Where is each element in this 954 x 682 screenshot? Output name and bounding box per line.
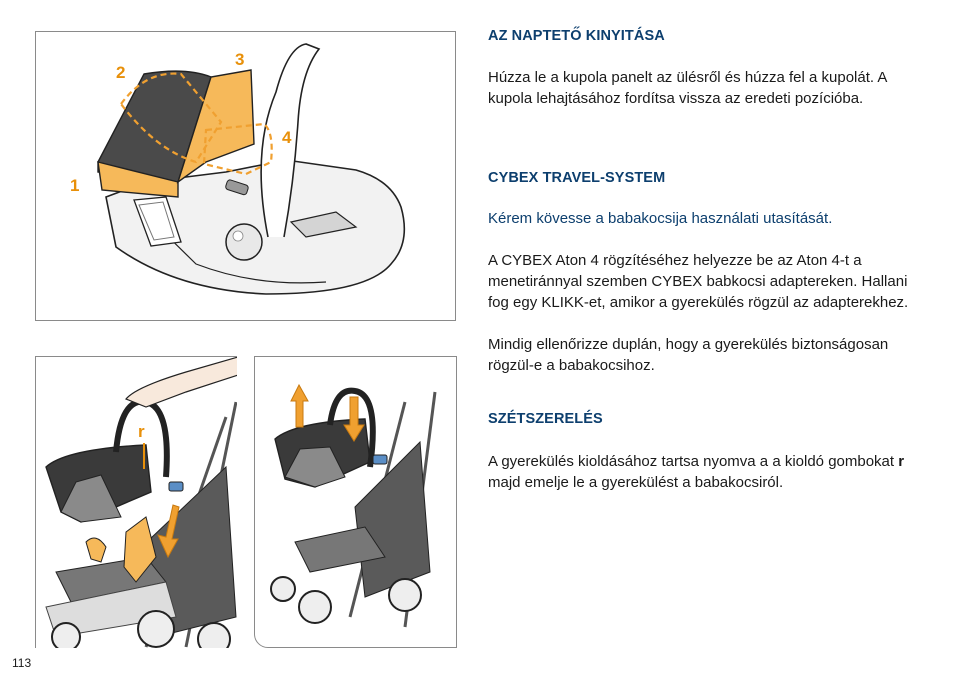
travel-system-note: Kérem kövesse a babakocsija használati utasítását.: [488, 210, 833, 227]
release-illustration: [35, 356, 237, 648]
canopy-drawing: [36, 32, 456, 321]
heading-canopy: AZ NAPTETŐ KINYITÁSA: [488, 28, 665, 44]
heading-disassembly: SZÉTSZERELÉS: [488, 411, 603, 427]
release-key-r: r: [898, 453, 905, 470]
fig1-label-3: 3: [235, 50, 245, 69]
travel-system-body-2: Mindig ellenőrizze duplán, hogy a gyerekülés biztonságosan rögzül-e a babakocsihoz.: [488, 336, 889, 374]
fig1-label-1: 1: [70, 176, 80, 195]
fig1-label-2: 2: [116, 63, 126, 82]
lift-drawing: [255, 357, 457, 648]
page-number: 113: [12, 656, 32, 670]
travel-system-body-1: A CYBEX Aton 4 rögzítéséhez helyezze be az Aton 4-t a menetiránnyal szemben CYBEX babkocsi adaptereken. Hallani fog egy KLIKK-et, amikor a gyerekülés rögzül az adapterekhez.: [488, 252, 909, 311]
canopy-body: Húzza le a kupola panelt az ülésről és húzza fel a kupolát. A kupola lehajtásához fordítsa vissza az eredeti pozícióba.: [488, 69, 887, 107]
release-drawing: [36, 357, 237, 648]
heading-travel-system: CYBEX TRAVEL-SYSTEM: [488, 170, 666, 186]
fig1-label-4: 4: [282, 128, 292, 147]
disassembly-body: [488, 451, 928, 493]
fig2-label-r: r: [138, 422, 145, 441]
canopy-illustration: [35, 31, 456, 321]
disassembly-text-after: majd emelje le a gyerekülést a babakocsiról.: [488, 474, 784, 491]
lift-illustration: [254, 356, 457, 648]
disassembly-text-before: A gyerekülés kioldásához tartsa nyomva a a kioldó gombokat: [488, 453, 899, 470]
